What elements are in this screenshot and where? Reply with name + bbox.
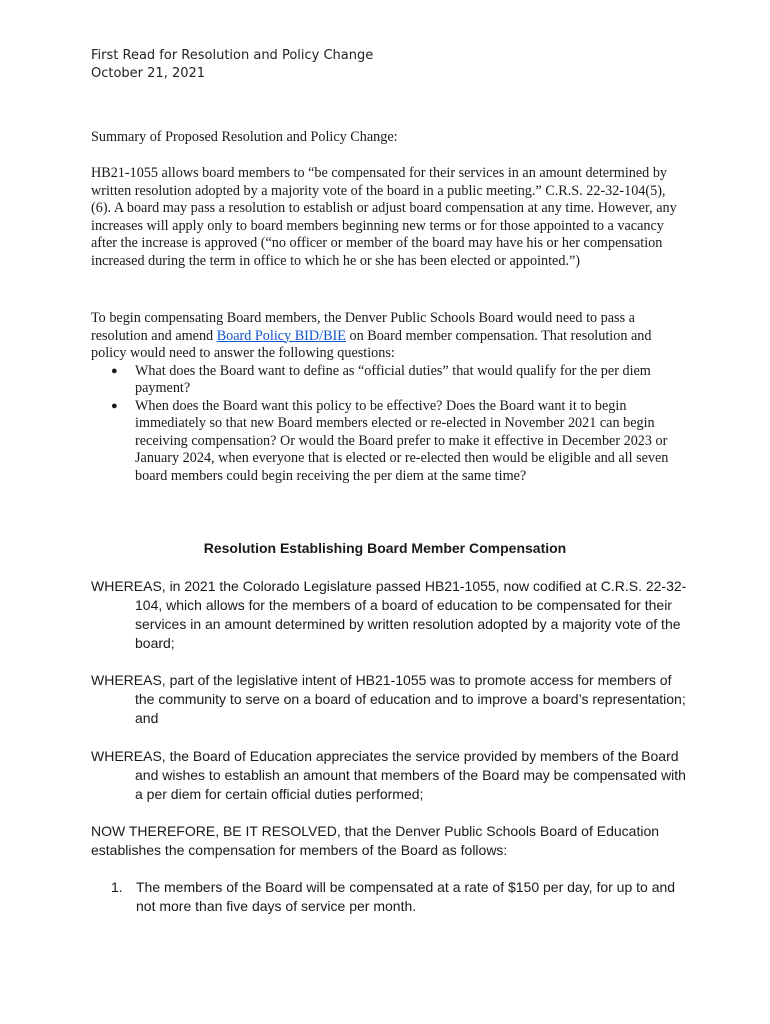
board-policy-link[interactable]: Board Policy BID/BIE bbox=[216, 327, 346, 344]
item-number: 1. bbox=[111, 879, 123, 895]
bullet-icon: ● bbox=[111, 364, 118, 377]
document-header bbox=[91, 47, 373, 83]
list-item-text: When does the Board want this policy to be effective? Does the Board want it to begin immediately so that new Board members elected or re-elected in November 2021 can begin receiving compensation? Or would the Board prefer to make it effective in December 2023 or January 2024, when everyone that is elected or re-elected then would be eligible and all seven board members could begin receiving the per diem at the same time? bbox=[135, 397, 669, 484]
whereas-clause-2: WHEREAS, part of the legislative intent of HB21-1055 was to promote access for members of the community to serve on a board of education and to improve a board’s representation; and bbox=[91, 672, 686, 726]
resolution-heading: Resolution Establishing Board Member Compensation bbox=[203, 540, 567, 556]
paragraph-text: on Board member compensation. That resolution and policy would need to answer the following questions: bbox=[91, 327, 652, 361]
list-item bbox=[91, 363, 681, 398]
item-text: The members of the Board will be compensated at a rate of $150 per day, for up to and not more than five days of service per month. bbox=[136, 879, 676, 914]
whereas-clause-1: WHEREAS, in 2021 the Colorado Legislature passed HB21-1055, now codified at C.R.S. 22-32-104, which allows for the members of a board of education to be compensated for their services in an amount determined by written resolution adopted by a majority vote of the board; bbox=[91, 578, 687, 651]
summary-title: Summary of Proposed Resolution and Policy Change: bbox=[91, 129, 398, 145]
list-item bbox=[91, 398, 681, 486]
bullet-icon: ● bbox=[111, 399, 118, 412]
whereas-clause-3: WHEREAS, the Board of Education appreciates the service provided by members of the Board and wishes to establish an amount that members of the Board may be compensated with a per diem for certain official duties performed; bbox=[91, 748, 686, 802]
questions-list bbox=[91, 363, 681, 486]
list-item-text: What does the Board want to define as “official duties” that would qualify for the per diem payment? bbox=[135, 362, 651, 396]
resolution-items bbox=[91, 878, 691, 916]
summary-paragraph-1: HB21-1055 allows board members to “be compensated for their services in an amount determined by written resolution adopted by a majority vote of the board in a public meeting.” C.R.S. 22-32-104(5), (6). A board may pass a resolution to establish or adjust board compensation at any time. However, any increases will apply only to board members beginning new terms or for those appointed to a vacancy after the increase is approved (“no officer or member of the board may have his or her compensation increased during the term in office to which he or she has been elected or appointed.”) bbox=[91, 165, 677, 269]
summary-paragraph-2 bbox=[91, 310, 681, 485]
resolution-item bbox=[91, 878, 691, 916]
paragraph-text: To begin compensating Board members, the Denver Public Schools Board would need to pass a resolution and amend bbox=[91, 310, 635, 344]
document-date: October 21, 2021 bbox=[91, 66, 206, 81]
resolved-clause: NOW THEREFORE, BE IT RESOLVED, that the Denver Public Schools Board of Education establishes the compensation for members of the Board as follows: bbox=[91, 823, 660, 858]
document-title: First Read for Resolution and Policy Change bbox=[91, 48, 374, 63]
